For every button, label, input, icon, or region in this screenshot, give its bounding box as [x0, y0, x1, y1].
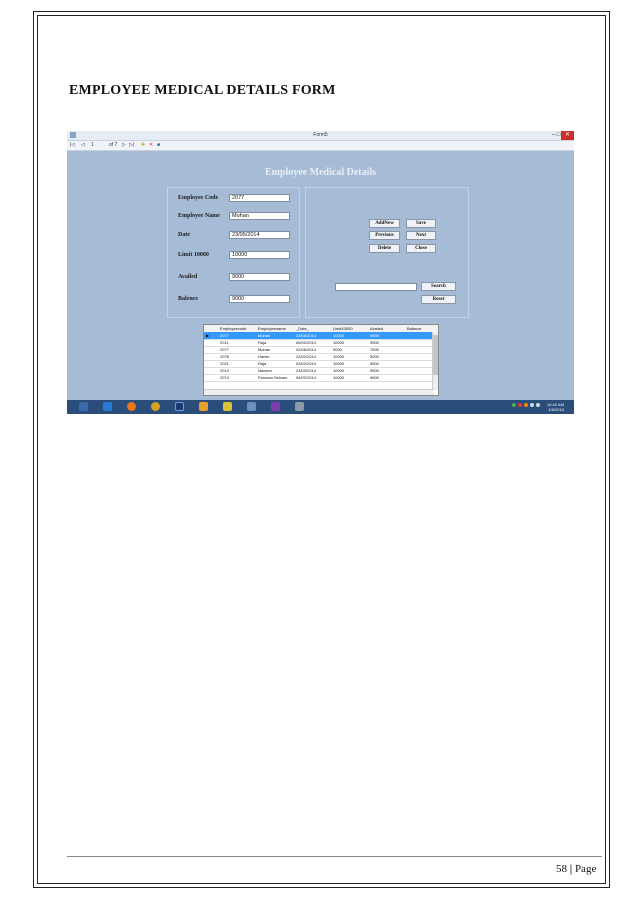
chrome-icon[interactable]	[151, 402, 160, 411]
form-heading: Employee Medical Details	[264, 167, 377, 178]
availed-label: Availed	[178, 274, 198, 280]
volume-icon[interactable]	[536, 403, 540, 407]
page-number-value: 58	[556, 863, 567, 875]
minimize-button[interactable]: –	[551, 132, 556, 138]
internet-explorer-icon[interactable]	[103, 402, 112, 411]
date-label: Date	[178, 232, 190, 238]
current-row-marker: ▶	[206, 333, 210, 338]
page-number	[556, 863, 596, 875]
column-header[interactable]: Availed	[370, 326, 384, 331]
table-cell: 10000	[333, 368, 345, 373]
table-row[interactable]	[204, 374, 434, 382]
balence-field[interactable]: 9000	[229, 295, 290, 303]
binding-navigator	[67, 141, 574, 151]
table-cell: 9000	[370, 333, 379, 338]
window-titlebar	[67, 131, 574, 141]
maximize-button[interactable]: □	[556, 132, 561, 138]
photoshop-icon[interactable]	[175, 402, 184, 411]
table-cell: Harish	[258, 354, 270, 359]
document-title: EMPLOYEE MEDICAL DETAILS FORM	[69, 83, 336, 98]
table-cell: 9600	[370, 375, 379, 380]
table-cell: Naveen	[258, 368, 272, 373]
employee-grid[interactable]	[203, 324, 439, 396]
employee-code-label: Employee Code	[178, 195, 219, 201]
table-cell: 9500	[370, 361, 379, 366]
application-screenshot	[67, 131, 574, 414]
form-app-icon[interactable]	[295, 402, 304, 411]
save-button[interactable]: Save	[406, 219, 436, 228]
page-number-separator: |	[569, 863, 573, 875]
column-header[interactable]: Employeecode	[220, 326, 247, 331]
table-cell: 9000	[333, 347, 342, 352]
previous-button[interactable]: Previous	[369, 231, 400, 240]
tray-icon[interactable]	[518, 403, 522, 407]
move-previous-button[interactable]: ◁	[81, 142, 85, 148]
employee-code-field[interactable]: 2077	[229, 194, 290, 202]
next-button[interactable]: Next	[406, 231, 436, 240]
search-button[interactable]: Search	[421, 282, 456, 291]
employee-name-label: Employee Name	[178, 213, 220, 219]
table-cell: Raja	[258, 340, 267, 345]
network-icon[interactable]	[530, 403, 534, 407]
delete-icon[interactable]: ✕	[149, 142, 154, 148]
table-cell: 2013	[220, 368, 229, 373]
table-cell: 23/03/2014	[296, 368, 317, 373]
column-header[interactable]: _Date_	[296, 326, 309, 331]
window-title: Form5	[313, 132, 328, 138]
scrollbar-thumb[interactable]	[433, 335, 438, 375]
media-player-icon[interactable]	[223, 402, 232, 411]
move-last-button[interactable]: ▷|	[129, 142, 135, 148]
table-cell: 02/06/2014	[296, 347, 317, 352]
reset-button[interactable]: Reset	[421, 295, 456, 304]
taskbar-clock[interactable]	[547, 402, 564, 412]
vertical-scrollbar[interactable]	[432, 332, 438, 390]
paint-icon[interactable]	[247, 402, 256, 411]
table-cell: 04/02/2014	[296, 375, 317, 380]
save-icon[interactable]: ■	[157, 142, 161, 148]
column-header[interactable]: Limit10000	[333, 326, 353, 331]
limit-label: Limit 10000	[178, 252, 209, 258]
table-cell: 10000	[333, 333, 345, 338]
move-next-button[interactable]: ▷	[122, 142, 126, 148]
date-field[interactable]: 23/05/2014	[229, 231, 290, 239]
table-cell: 2078	[220, 354, 229, 359]
employee-name-field[interactable]: Mohan	[229, 212, 290, 220]
column-header[interactable]: Balance	[407, 326, 422, 331]
add-new-icon[interactable]: ✚	[141, 142, 146, 148]
table-cell: 9500	[370, 340, 379, 345]
search-input[interactable]	[335, 283, 417, 291]
vlc-icon[interactable]	[199, 402, 208, 411]
table-cell: 9500	[370, 368, 379, 373]
table-cell: 22/02/2014	[296, 354, 317, 359]
availed-field[interactable]: 9000	[229, 273, 290, 281]
visual-studio-icon[interactable]	[271, 402, 280, 411]
table-cell: 06/02/2014	[296, 340, 317, 345]
addnew-button[interactable]: AddNew	[369, 219, 400, 228]
tray-icon[interactable]	[512, 403, 516, 407]
file-explorer-icon[interactable]	[79, 402, 88, 411]
table-cell: 7500	[370, 347, 379, 352]
table-cell: 23/05/2014	[296, 333, 317, 338]
limit-field[interactable]: 10000	[229, 251, 290, 259]
column-header[interactable]: Employeename	[258, 326, 286, 331]
horizontal-scrollbar[interactable]	[204, 389, 434, 395]
balence-label: Balence	[178, 296, 198, 302]
close-window-button[interactable]: ✕	[561, 131, 574, 140]
table-cell: 2077	[220, 347, 229, 352]
table-cell: Mohan	[258, 347, 271, 352]
table-cell: Raja	[258, 361, 267, 366]
table-cell: 5000	[370, 354, 379, 359]
table-cell: Ponnam Selvam	[258, 375, 288, 380]
table-cell: 2077	[220, 333, 229, 338]
record-count: of 7	[109, 142, 118, 148]
table-cell: 03/02/2014	[296, 361, 317, 366]
firefox-icon[interactable]	[127, 402, 136, 411]
table-cell: Mohan	[258, 333, 271, 338]
tray-icon[interactable]	[524, 403, 528, 407]
windows-taskbar	[67, 400, 574, 414]
clock-time: 10:42 AM	[547, 402, 564, 407]
footer-rule	[67, 856, 602, 857]
clock-date: 1/6/2015	[548, 407, 564, 412]
move-first-button[interactable]: |◁	[70, 142, 76, 148]
table-cell: 2074	[220, 375, 229, 380]
delete-button[interactable]: Delete	[369, 244, 400, 253]
table-cell: 2011	[220, 340, 229, 345]
table-cell: 10000	[333, 354, 345, 359]
table-cell: 2021	[220, 361, 229, 366]
page-label: Page	[574, 863, 597, 875]
table-cell: 10000	[333, 375, 345, 380]
table-cell: 10000	[333, 361, 345, 366]
close-button[interactable]: Close	[406, 244, 436, 253]
table-cell: 10000	[333, 340, 345, 345]
position-field[interactable]: 1	[91, 142, 94, 148]
